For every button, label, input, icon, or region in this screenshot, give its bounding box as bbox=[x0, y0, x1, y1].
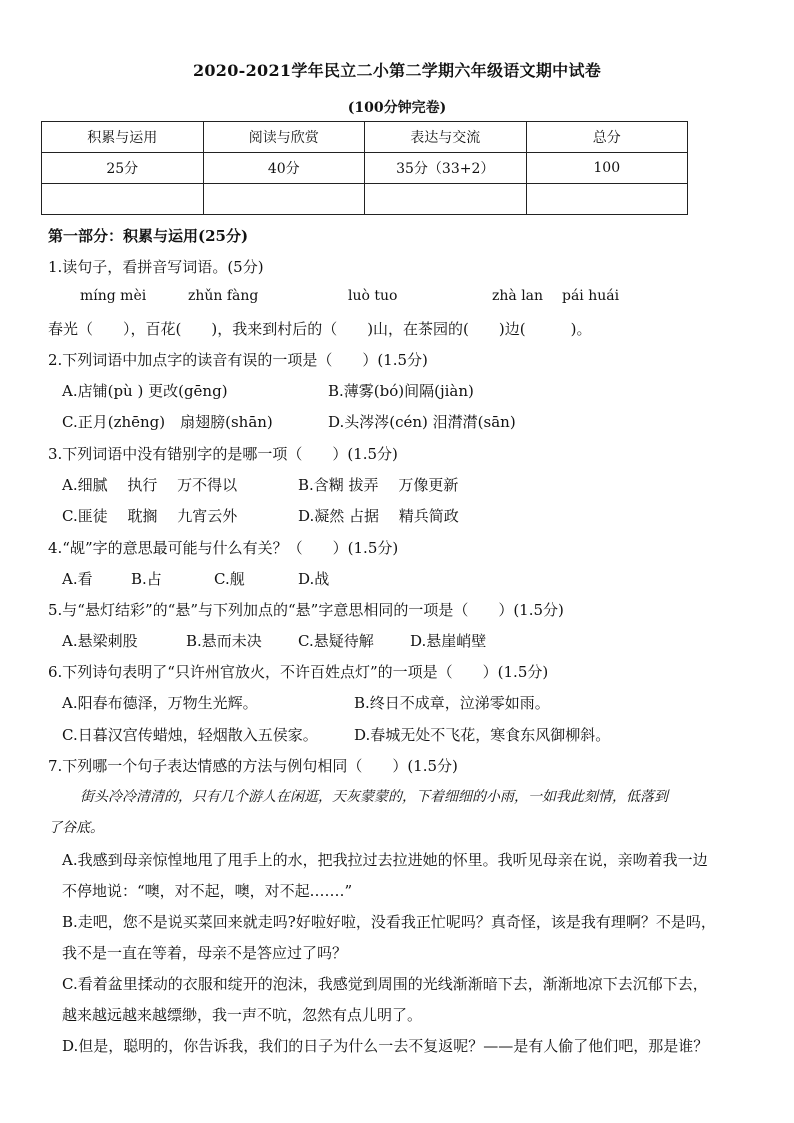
q7-example: 街头冷冷清清的，只有几个游人在闲逛，天灰蒙蒙的，下着细细的小雨，一如我此刻情，低落到 bbox=[80, 789, 668, 805]
q3-option-a[interactable]: A.细腻 执行 万不得以 bbox=[62, 476, 238, 494]
q5-option-a[interactable]: A.悬梁刺股 bbox=[62, 632, 138, 650]
q7-option-c-cont: 越来越远越来越缥缈，我一声不吭，忽然有点儿明了。 bbox=[62, 1006, 423, 1024]
q1-sentence: 春光（ ），百花( )，我来到村后的（ )山，在茶园的( )边( )。 bbox=[48, 320, 592, 338]
score-table bbox=[41, 121, 688, 215]
q5-option-d[interactable]: D.悬崖峭壁 bbox=[410, 632, 487, 650]
pinyin: zhà lan bbox=[492, 288, 544, 304]
q7-example-cont: 了谷底。 bbox=[48, 820, 104, 836]
table-cell: 100 bbox=[526, 153, 688, 184]
q4-option-a[interactable]: A.看 bbox=[62, 570, 93, 588]
q5-option-b[interactable]: B.悬而未决 bbox=[186, 632, 262, 650]
table-cell: 25分 bbox=[42, 153, 204, 184]
q3-option-c[interactable]: C.匪徒 耽搁 九宵云外 bbox=[62, 507, 238, 525]
pinyin: luò tuo bbox=[348, 288, 398, 304]
q7-option-a[interactable]: A.我感到母亲惊惶地甩了甩手上的水，把我拉过去拉进她的怀里。我听见母亲在说，亲吻着我一边 bbox=[62, 851, 708, 869]
pinyin: zhǔn fàng bbox=[188, 288, 259, 304]
q6-stem: 6.下列诗句表明了“只许州官放火，不许百姓点灯”的一项是（ ）(1.5分) bbox=[48, 663, 549, 681]
pinyin: pái huái bbox=[562, 288, 620, 304]
table-cell: 35分（33+2） bbox=[365, 153, 527, 184]
table-row bbox=[42, 153, 688, 184]
q5-option-c[interactable]: C.悬疑待解 bbox=[298, 632, 374, 650]
q6-option-d[interactable]: D.春城无处不飞花，寒食东风御柳斜。 bbox=[354, 726, 611, 744]
q2-option-d[interactable]: D.头涔涔(cén) 泪潸潸(sān) bbox=[328, 413, 516, 431]
q7-option-b-cont: 我不是一直在等着，母亲不是答应过了吗？ bbox=[62, 944, 348, 962]
q1-pinyin-row bbox=[0, 288, 794, 308]
table-cell: 40分 bbox=[203, 153, 365, 184]
q5-stem: 5.与“悬灯结彩”的“悬”与下列加点的“悬”字意思相同的一项是（ ）(1.5分) bbox=[48, 601, 564, 619]
q2-option-b[interactable]: B.薄雾(bó)间隔(jiàn) bbox=[328, 382, 474, 400]
q3-option-b[interactable]: B.含糊 拔弄 万像更新 bbox=[298, 476, 459, 494]
score-input-cell[interactable] bbox=[526, 184, 688, 215]
table-header-cell: 总分 bbox=[526, 122, 688, 153]
q4-option-c[interactable]: C.舰 bbox=[214, 570, 245, 588]
q4-option-b[interactable]: B.占 bbox=[131, 570, 162, 588]
table-row bbox=[42, 184, 688, 215]
q3-option-d[interactable]: D.凝然 占据 精兵简政 bbox=[298, 507, 459, 525]
q6-option-b[interactable]: B.终日不成章，泣涕零如雨。 bbox=[354, 694, 550, 712]
q4-option-d[interactable]: D.战 bbox=[298, 570, 330, 588]
part1-heading: 第一部分：积累与运用(25分) bbox=[48, 227, 249, 245]
score-input-cell[interactable] bbox=[42, 184, 204, 215]
q2-stem: 2.下列词语中加点字的读音有误的一项是（ ）(1.5分) bbox=[48, 351, 428, 369]
q7-option-a-cont: 不停地说：“噢，对不起，噢，对不起.……” bbox=[62, 882, 353, 900]
exam-title: 2020-2021学年民立二小第二学期六年级语文期中试卷 bbox=[192, 61, 602, 80]
q3-stem: 3.下列词语中没有错别字的是哪一项（ ）(1.5分) bbox=[48, 445, 398, 463]
score-input-cell[interactable] bbox=[365, 184, 527, 215]
q6-option-c[interactable]: C.日暮汉宫传蜡烛，轻烟散入五侯家。 bbox=[62, 726, 318, 744]
q1-stem: 1.读句子，看拼音写词语。(5分) bbox=[48, 258, 264, 276]
q7-option-b[interactable]: B.走吧，您不是说买菜回来就走吗?好啦好啦，没看我正忙呢吗？真奇怪，该是我有理啊？不是吗， bbox=[62, 913, 716, 931]
score-input-cell[interactable] bbox=[203, 184, 365, 215]
q6-option-a[interactable]: A.阳春布德泽，万物生光辉。 bbox=[62, 694, 258, 712]
table-header-cell: 阅读与欣赏 bbox=[203, 122, 365, 153]
q7-option-c[interactable]: C.看着盆里揉动的衣服和绽开的泡沫，我感觉到周围的光线渐渐暗下去，渐渐地凉下去沉郁下去， bbox=[62, 975, 708, 993]
q7-option-d[interactable]: D.但是，聪明的，你告诉我，我们的日子为什么一去不复返呢？——是有人偷了他们吧，那是谁？ bbox=[62, 1037, 709, 1055]
pinyin: míng mèi bbox=[80, 288, 147, 304]
q2-option-a[interactable]: A.店铺(pù ) 更改(gēng) bbox=[62, 382, 228, 400]
q7-stem: 7.下列哪一个句子表达情感的方法与例句相同（ ）(1.5分) bbox=[48, 757, 458, 775]
table-row bbox=[42, 122, 688, 153]
table-header-cell: 表达与交流 bbox=[365, 122, 527, 153]
table-header-cell: 积累与运用 bbox=[42, 122, 204, 153]
q4-stem: 4.“觇”字的意思最可能与什么有关？（ ）(1.5分) bbox=[48, 539, 399, 557]
exam-subtitle: (100分钟完卷) bbox=[347, 100, 447, 116]
q2-option-c[interactable]: C.正月(zhēng) 扇翅膀(shān) bbox=[62, 413, 273, 431]
